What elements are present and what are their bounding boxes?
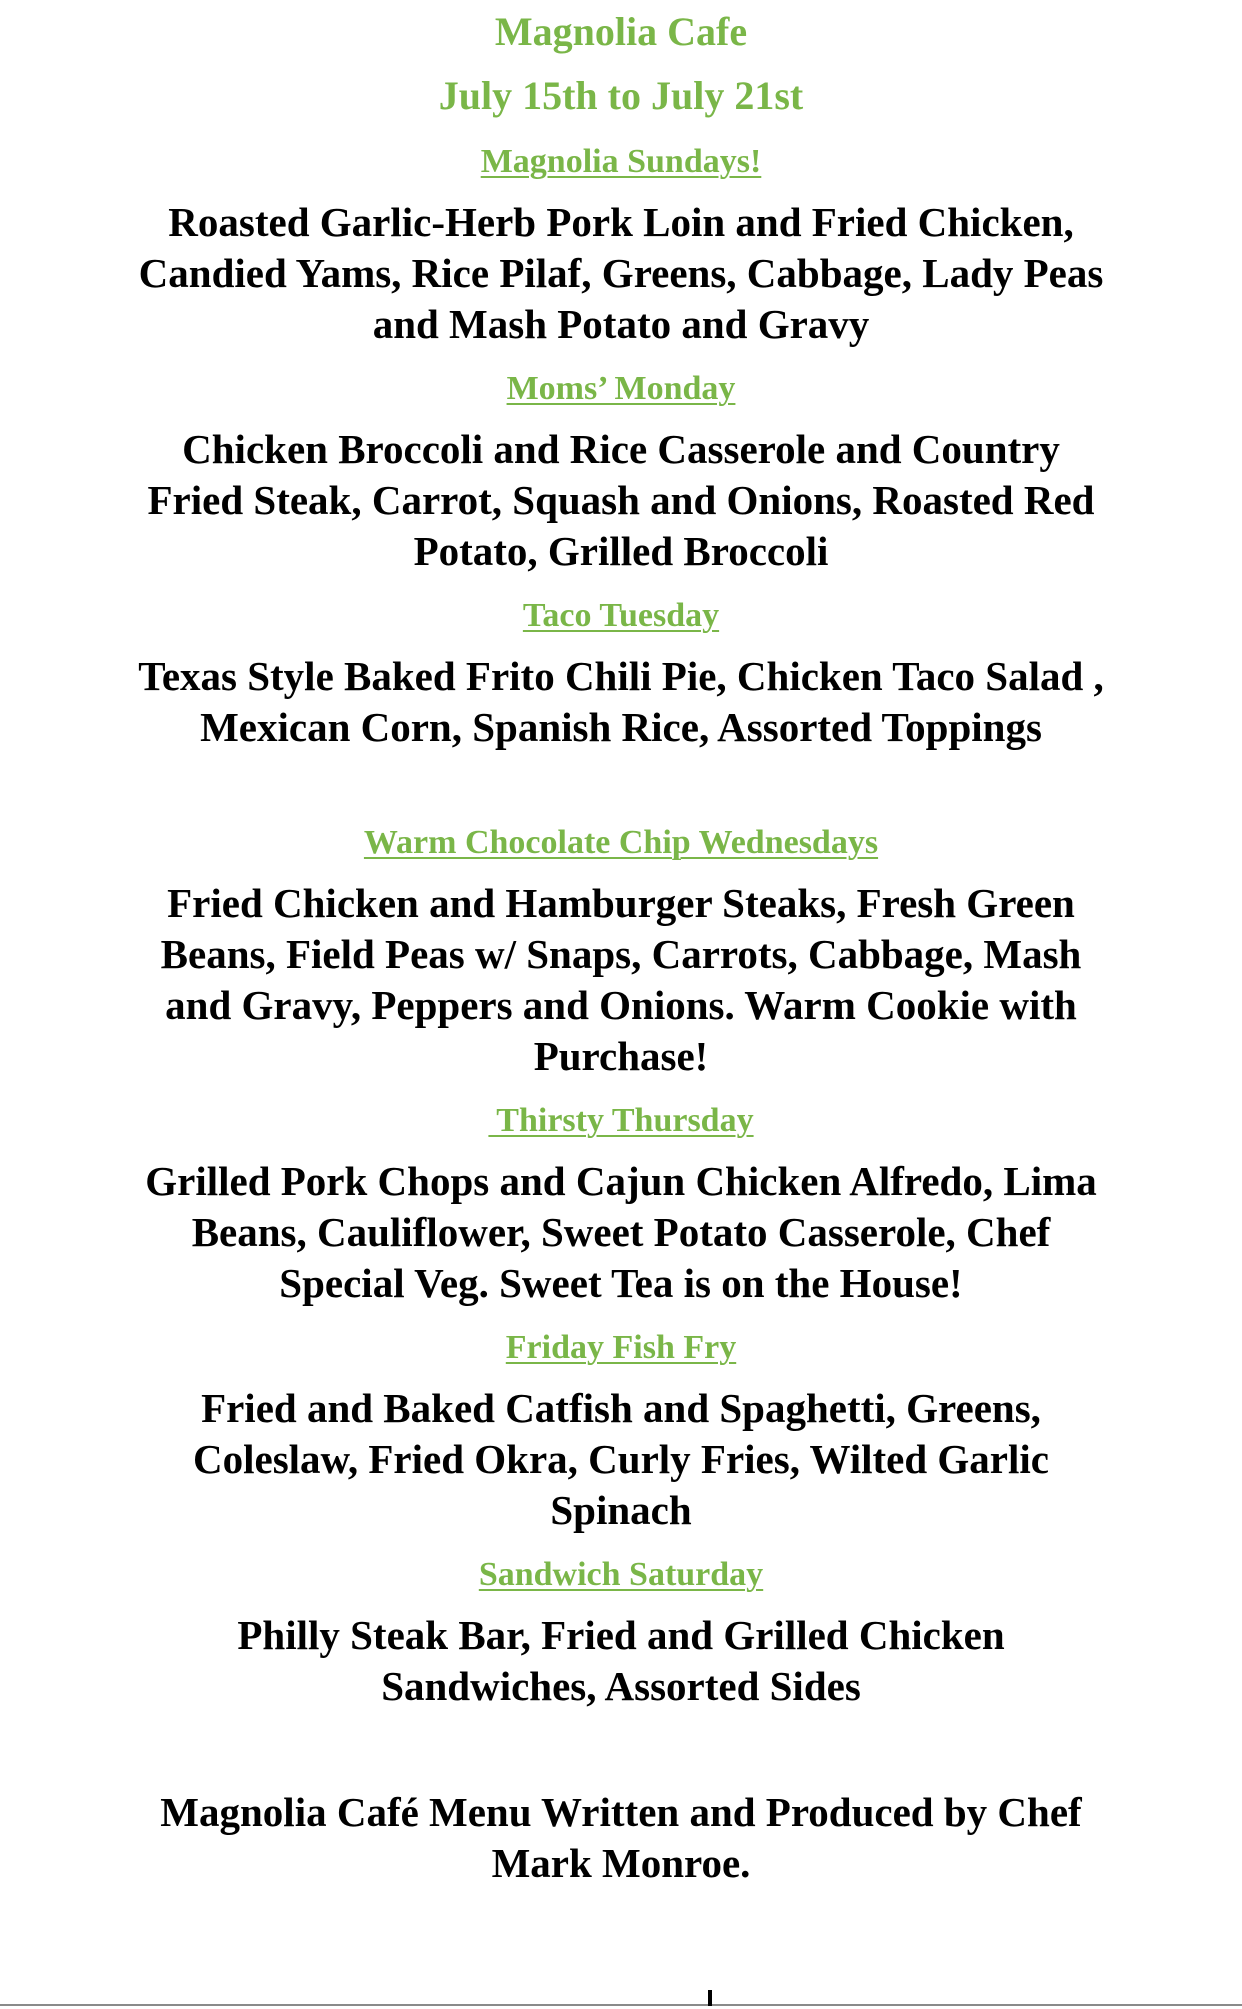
day-menu-friday: Fried and Baked Catfish and Spaghetti, Greens, Coleslaw, Fried Okra, Curly Fries, Wilted Garlic Spinach (193, 1385, 1049, 1533)
day-heading-thursday: Thirsty Thursday (488, 1102, 754, 1139)
day-heading-wednesday: Warm Chocolate Chip Wednesdays (363, 824, 879, 861)
day-menu-thursday: Grilled Pork Chops and Cajun Chicken Alfredo, Lima Beans, Cauliflower, Sweet Potato Casserole, Chef Special Veg. Sweet Tea is on the House! (145, 1158, 1097, 1306)
day-menu-monday: Chicken Broccoli and Rice Casserole and Country Fried Steak, Carrot, Squash and Onions, Roasted Red Potato, Grilled Broccoli (147, 426, 1095, 574)
day-menu-saturday: Philly Steak Bar, Fried and Grilled Chicken Sandwiches, Assorted Sides (237, 1612, 1005, 1709)
day-menu-sunday: Roasted Garlic-Herb Pork Loin and Fried Chicken, Candied Yams, Rice Pilaf, Greens, Cabbage, Lady Peas and Mash Potato and Gravy (138, 199, 1104, 347)
day-heading-saturday: Sandwich Saturday (478, 1556, 764, 1593)
day-heading-monday: Moms’ Monday (506, 370, 736, 407)
day-menu-wednesday: Fried Chicken and Hamburger Steaks, Fresh Green Beans, Field Peas w/ Snaps, Carrots, Cabbage, Mash and Gravy, Peppers and Onions. Warm Cookie with Purchase! (160, 880, 1082, 1079)
cafe-title: Magnolia Cafe (494, 9, 748, 54)
day-menu-tuesday: Texas Style Baked Frito Chili Pie, Chicken Taco Salad , Mexican Corn, Spanish Rice, Assorted Toppings (138, 653, 1104, 750)
bottom-cursor-mark (708, 1990, 712, 2006)
date-range: July 15th to July 21st (438, 73, 804, 118)
day-heading-friday: Friday Fish Fry (505, 1329, 737, 1366)
bottom-divider (0, 2004, 1242, 2006)
menu-credit: Magnolia Café Menu Written and Produced by Chef Mark Monroe. (160, 1789, 1082, 1886)
day-heading-sunday: Magnolia Sundays! (480, 143, 762, 180)
day-heading-tuesday: Taco Tuesday (522, 597, 720, 634)
